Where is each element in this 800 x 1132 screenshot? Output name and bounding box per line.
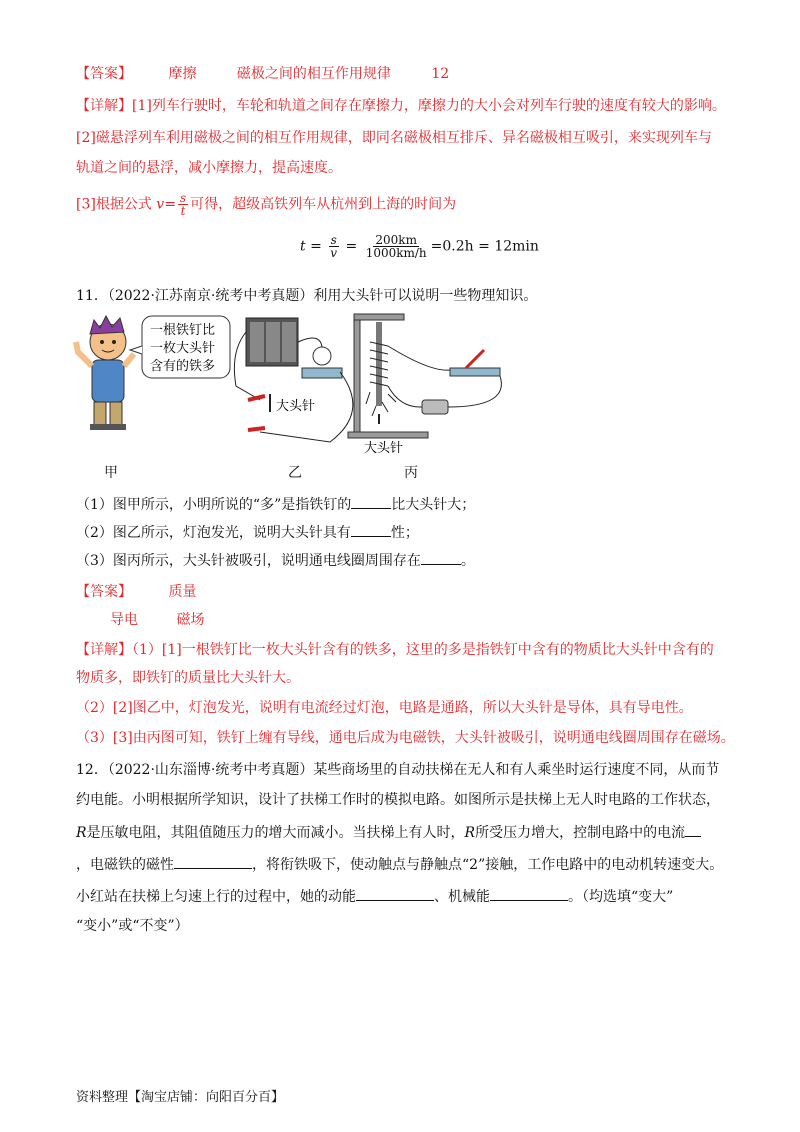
q11-detail-2: 物质多，即铁钉的质量比大头针大。 xyxy=(76,670,300,686)
blank-magnetism[interactable] xyxy=(174,854,252,869)
q11-answer-line xyxy=(76,582,196,602)
boy-illustration xyxy=(76,316,134,430)
battery-pack xyxy=(246,318,298,366)
sub3-pre: （3）图丙所示，大头针被吸引，说明通电线圈周围存在 xyxy=(76,553,421,569)
q10-detail-line3: 轨道之间的悬浮，减小摩擦力，提高速度。 xyxy=(76,160,342,176)
clip-2 xyxy=(248,428,265,430)
answer-1: 摩擦 xyxy=(168,66,197,82)
sub3-post: 。 xyxy=(460,553,475,569)
eq-den: 1000km/h xyxy=(365,246,427,260)
q11-figure-svg xyxy=(70,312,590,482)
q11-detail-4: （3）[3]由丙图可知，铁钉上缠有导线，通电后成为电磁铁，大头针被吸引，说明通电线圈周围存在磁场。 xyxy=(76,730,735,746)
label-jia: 甲 xyxy=(104,465,118,481)
formula-s: s xyxy=(179,191,187,205)
bubble-line-3: 含有的铁多 xyxy=(150,359,216,374)
q12-line5-c: 。（均选填“变大” xyxy=(568,889,674,905)
electromagnet-coil xyxy=(366,322,396,416)
eq-s: s xyxy=(330,233,337,247)
stand xyxy=(348,314,428,438)
switch xyxy=(450,350,500,376)
sub1-pre: （1）图甲所示，小明所说的“多”是指铁钉的 xyxy=(76,497,352,513)
formula-v: v xyxy=(156,196,165,213)
speech-bubble xyxy=(130,316,230,378)
q12-line4-b: ，将衔铁吸下，使动触点与静触点“2”接触，工作电路中的电动机转速变大。 xyxy=(252,857,724,873)
footer: 资料整理【淘宝店铺：向阳百分百】 xyxy=(76,1090,285,1105)
clip-1 xyxy=(248,396,265,400)
q11-answer-line2 xyxy=(110,610,204,630)
q12-line3-a: 是压敏电阻，其阻值随压力的增大而减小。当扶梯上有人时， xyxy=(86,825,465,841)
q12-line1: 12．（2022·山东淄博·统考中考真题）某些商场里的自动扶梯在无人和有人乘坐时运行速度不同，从而节 xyxy=(76,762,720,778)
q12-line3 xyxy=(76,822,701,843)
bubble-line-2: 一枚大头针 xyxy=(150,341,216,356)
formula-t: t xyxy=(180,204,186,218)
q11-figure xyxy=(70,312,590,482)
answer-2: 磁极之间的相互作用规律 xyxy=(236,66,391,82)
wire-2 xyxy=(298,338,322,347)
formula-fraction xyxy=(178,192,188,217)
q11-sub1 xyxy=(76,494,475,515)
battery-cell xyxy=(422,400,448,414)
bubble-line-1: 一根铁钉比 xyxy=(150,323,216,338)
blank-1[interactable] xyxy=(351,494,391,509)
q12-line4 xyxy=(76,854,723,875)
q11-stem: 11．（2022·江苏南京·统考中考真题）利用大头针可以说明一些物理知识。 xyxy=(76,288,538,304)
blank-2[interactable] xyxy=(351,522,391,537)
time-equation: t = $\frac{s}{v}$ = $\frac{200km}{1000km/h}$ =0.2h = 12min xyxy=(300,233,539,260)
q11-sub3 xyxy=(76,550,475,571)
blank-3[interactable] xyxy=(421,550,461,565)
eq-num: 200km xyxy=(375,233,417,247)
q10-detail-line2: [2]磁悬浮列车利用磁极之间的相互作用规律，即同名磁极相互排斥、异名磁极相互吸引，来实现列车与 xyxy=(76,130,712,146)
eq-frac-values xyxy=(364,234,429,259)
answer-label-11: 【答案】 xyxy=(76,584,132,600)
q10-answer-line xyxy=(76,64,449,84)
label-yi: 乙 xyxy=(288,465,302,481)
bulb xyxy=(302,347,342,378)
formula-intro: [3]根据公式 xyxy=(76,196,152,213)
equals-sign: = xyxy=(164,196,176,213)
formula-outro: 可得，超级高铁列车从杭州到上海的时间为 xyxy=(190,196,457,213)
pin-label-b: 大头针 xyxy=(276,399,316,414)
q11-detail-3: （2）[2]图乙中，灯泡发光，说明有电流经过灯泡，电路是通路，所以大头针是导体，具有导电性。 xyxy=(76,700,693,716)
var-r2: R xyxy=(464,825,476,841)
answer-3: 12 xyxy=(431,66,450,82)
label-bing: 丙 xyxy=(404,465,418,481)
eq-frac-sv xyxy=(328,234,339,259)
q11-ans-2: 导电 xyxy=(110,612,138,628)
q11-detail-1: 【详解】（1）[1]一根铁钉比一枚大头针含有的铁多，这里的多是指铁钉中含有的物质比大头针中含有的 xyxy=(76,642,714,658)
wire-4 xyxy=(388,346,450,370)
eq-result: =0.2h = 12min xyxy=(430,238,539,255)
sub2-pre: （2）图乙所示，灯泡发光，说明大头针具有 xyxy=(76,525,351,541)
blank-kinetic[interactable] xyxy=(356,886,434,901)
q12-line6: “变小”或“不变”） xyxy=(76,918,189,934)
q11-sub2 xyxy=(76,522,419,543)
var-r: R xyxy=(76,825,87,841)
q12-line5-b: 、机械能 xyxy=(434,889,490,905)
q12-line3-b: 所受压力增大，控制电路中的电流 xyxy=(475,825,686,841)
sub1-post: 比大头针大； xyxy=(391,497,476,513)
eq-v: v xyxy=(330,246,338,260)
q12-line4-a: ，电磁铁的磁性 xyxy=(76,857,174,873)
q11-ans-1: 质量 xyxy=(168,584,197,600)
q12-line2: 约电能。小明根据所学知识，设计了扶梯工作时的模拟电路。如图所示是扶梯上无人时电路的工作状态， xyxy=(76,792,720,808)
q12-line5 xyxy=(76,886,673,907)
blank-mechanical[interactable] xyxy=(490,886,568,901)
q10-detail-line4 xyxy=(76,192,456,217)
sub2-post: 性； xyxy=(390,525,419,541)
pin-label-c: 大头针 xyxy=(364,441,404,456)
blank-current[interactable] xyxy=(685,822,701,837)
q12-line5-a: 小红站在扶梯上匀速上行的过程中，她的动能 xyxy=(76,889,356,905)
q11-ans-3: 磁场 xyxy=(176,612,205,628)
answer-label: 【答案】 xyxy=(76,66,132,82)
eq-t: t xyxy=(300,238,306,255)
q10-detail-line1: 【详解】[1]列车行驶时，车轮和轨道之间存在摩擦力，摩擦力的大小会对列车行驶的速度有较大的影响。 xyxy=(76,98,726,114)
